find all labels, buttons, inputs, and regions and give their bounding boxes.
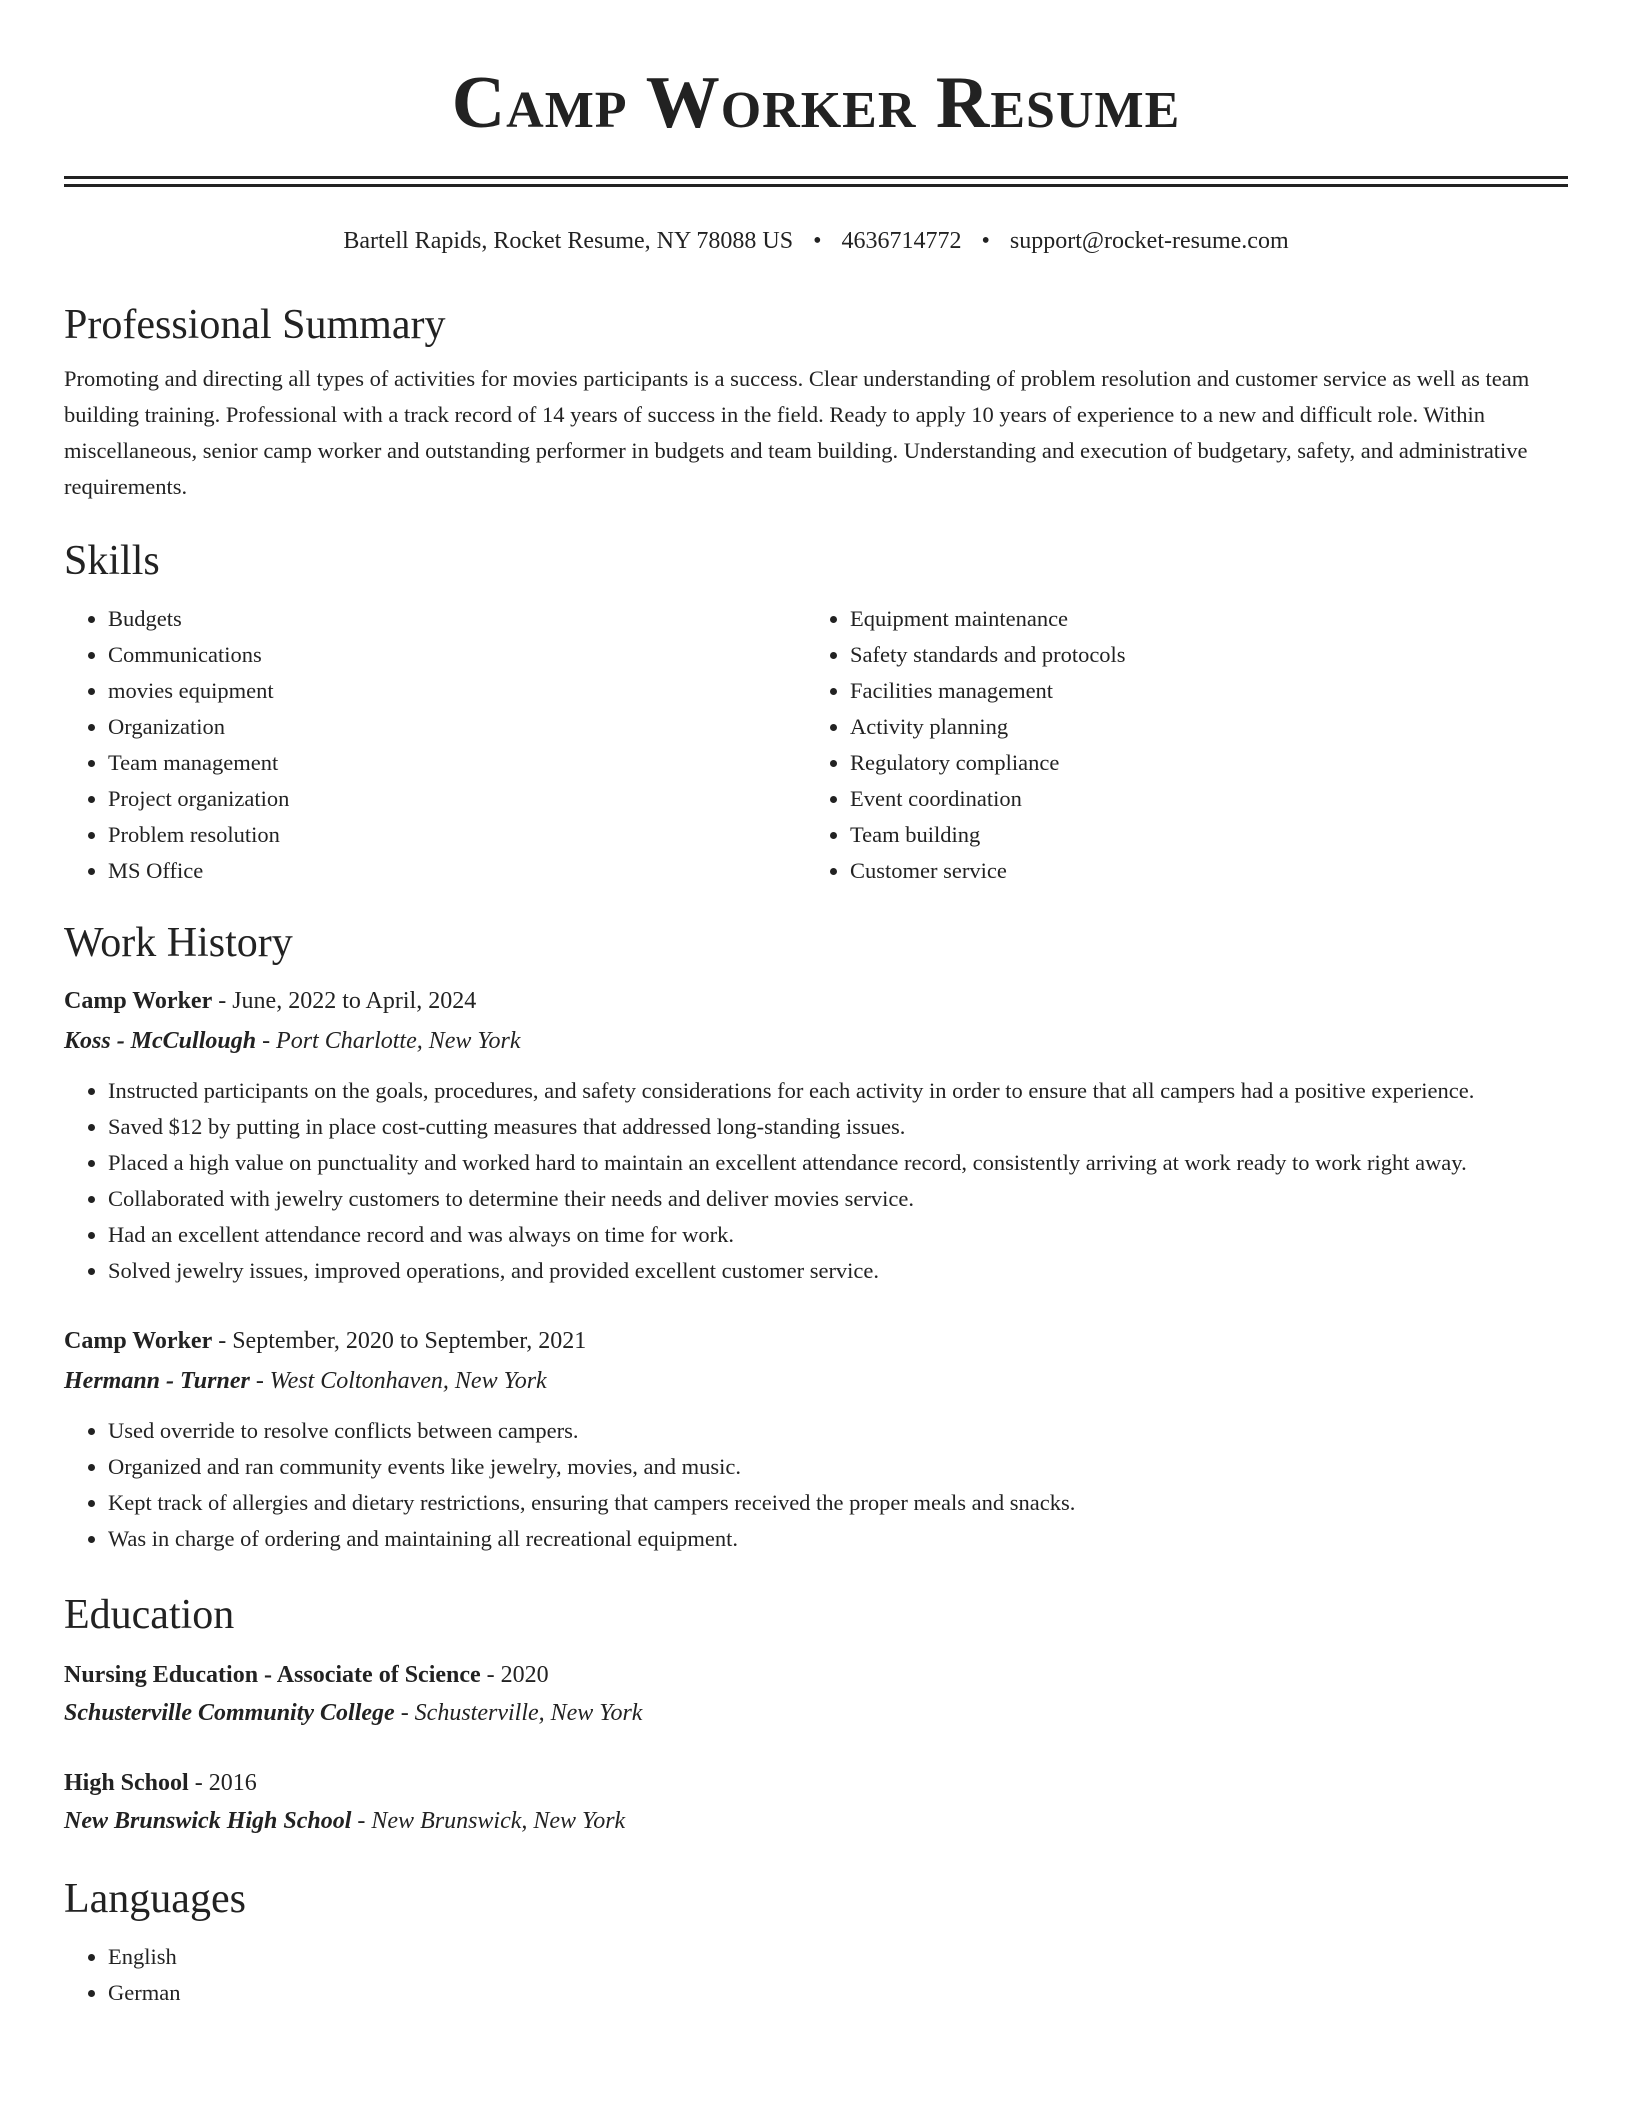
contact-separator: • (981, 228, 990, 254)
job-bullet: • Collaborated with jewelry customers to determine their needs and deliver movies service. (108, 1181, 1568, 1217)
job-bullets (64, 1413, 1568, 1557)
job-bullet: • Saved $12 by putting in place cost-cutting measures that addressed long-standing issues. (108, 1109, 1568, 1145)
job-bullet: • Kept track of allergies and dietary restrictions, ensuring that campers received the proper meals and snacks. (108, 1485, 1568, 1521)
language-item: • German (108, 1975, 1568, 2011)
summary-heading: Professional Summary (64, 302, 446, 348)
work-history-heading: Work History (64, 920, 293, 966)
job-bullet: • Instructed participants on the goals, procedures, and safety considerations for each activity in order to ensure that all campers had a positive experience. (108, 1073, 1568, 1109)
contact-line (64, 225, 1568, 257)
job-employer (64, 1023, 1568, 1059)
skill-item: • Regulatory compliance (850, 745, 1548, 781)
skill-item: • Customer service (850, 853, 1548, 889)
language-item: • English (108, 1939, 1568, 1975)
skill-item: • MS Office (108, 853, 806, 889)
education-school-line (64, 1695, 1568, 1731)
contact-phone: 4636714772 (841, 228, 962, 254)
job-bullet: • Was in charge of ordering and maintaining all recreational equipment. (108, 1521, 1568, 1557)
job-title: Camp Worker (64, 1328, 213, 1354)
education-location: - New Brunswick, New York (351, 1808, 626, 1834)
skill-item: • Team management (108, 745, 806, 781)
title-divider-top (64, 176, 1568, 179)
page-title: Camp Worker Resume (451, 62, 1181, 144)
summary-text: Promoting and directing all types of activities for movies participants is a success. Clear understanding of problem resolution and customer service as well as team building training. Professional with a track record of 14 years of success in the field. Ready to apply 10 years of experience to a new and difficult role. Within miscellaneous, senior camp worker and outstanding performer in budgets and team building. Understanding and execution of budgetary, safety, and administrative requirements. (64, 366, 1530, 499)
contact-email: support@rocket-resume.com (1009, 228, 1289, 254)
education-school-line (64, 1803, 1568, 1839)
skill-item: • Facilities management (850, 673, 1548, 709)
skills-list-left (64, 601, 806, 889)
job-bullets (64, 1073, 1568, 1289)
contact-separator: • (813, 228, 822, 254)
job-bullet: • Solved jewelry issues, improved operations, and provided excellent customer service. (108, 1253, 1568, 1289)
job-dates: - September, 2020 to September, 2021 (212, 1328, 587, 1354)
summary-section (64, 299, 1568, 505)
education-entry (64, 1657, 1568, 1731)
job-location: - West Coltonhaven, New York (249, 1368, 547, 1394)
job-company: Hermann - Turner (64, 1368, 250, 1394)
skill-item: • movies equipment (108, 673, 806, 709)
languages-section (64, 1873, 1568, 2011)
education-year: - 2020 (480, 1662, 549, 1688)
education-entry (64, 1765, 1568, 1839)
education-degree: Nursing Education - Associate of Science (64, 1662, 481, 1688)
skills-list-right (806, 601, 1548, 889)
skills-columns (64, 601, 1568, 889)
contact-address: Bartell Rapids, Rocket Resume, NY 78088 US (343, 228, 794, 254)
education-degree: High School (64, 1770, 189, 1796)
education-section (64, 1589, 1568, 1839)
education-year: - 2016 (188, 1770, 257, 1796)
job-entry (64, 983, 1568, 1289)
job-header (64, 983, 1568, 1019)
work-history-section (64, 917, 1568, 1557)
education-school: Schusterville Community College (64, 1700, 395, 1726)
skills-section (64, 535, 1568, 889)
job-bullet: • Used override to resolve conflicts between campers. (108, 1413, 1568, 1449)
job-bullet: • Organized and ran community events like jewelry, movies, and music. (108, 1449, 1568, 1485)
education-degree-line (64, 1657, 1568, 1693)
skill-item: • Organization (108, 709, 806, 745)
skill-item: • Equipment maintenance (850, 601, 1548, 637)
skill-item: • Budgets (108, 601, 806, 637)
job-header (64, 1323, 1568, 1359)
skill-item: • Activity planning (850, 709, 1548, 745)
job-employer (64, 1363, 1568, 1399)
job-entry (64, 1323, 1568, 1557)
skills-heading: Skills (64, 538, 160, 584)
job-location: - Port Charlotte, New York (256, 1028, 521, 1054)
skill-item: • Problem resolution (108, 817, 806, 853)
education-degree-line (64, 1765, 1568, 1801)
education-heading: Education (64, 1592, 235, 1638)
skill-item: • Communications (108, 637, 806, 673)
education-school: New Brunswick High School (64, 1808, 352, 1834)
languages-list (64, 1939, 1568, 2011)
job-bullet: • Placed a high value on punctuality and worked hard to maintain an excellent attendance record, consistently arriving at work ready to work right away. (108, 1145, 1568, 1181)
job-bullet: • Had an excellent attendance record and was always on time for work. (108, 1217, 1568, 1253)
skill-item: • Project organization (108, 781, 806, 817)
education-location: - Schusterville, New York (394, 1700, 643, 1726)
job-company: Koss - McCullough (64, 1028, 257, 1054)
job-title: Camp Worker (64, 988, 213, 1014)
job-dates: - June, 2022 to April, 2024 (212, 988, 477, 1014)
skill-item: • Safety standards and protocols (850, 637, 1548, 673)
skill-item: • Team building (850, 817, 1548, 853)
title-divider-bottom (64, 184, 1568, 187)
languages-heading: Languages (64, 1876, 246, 1922)
skill-item: • Event coordination (850, 781, 1548, 817)
